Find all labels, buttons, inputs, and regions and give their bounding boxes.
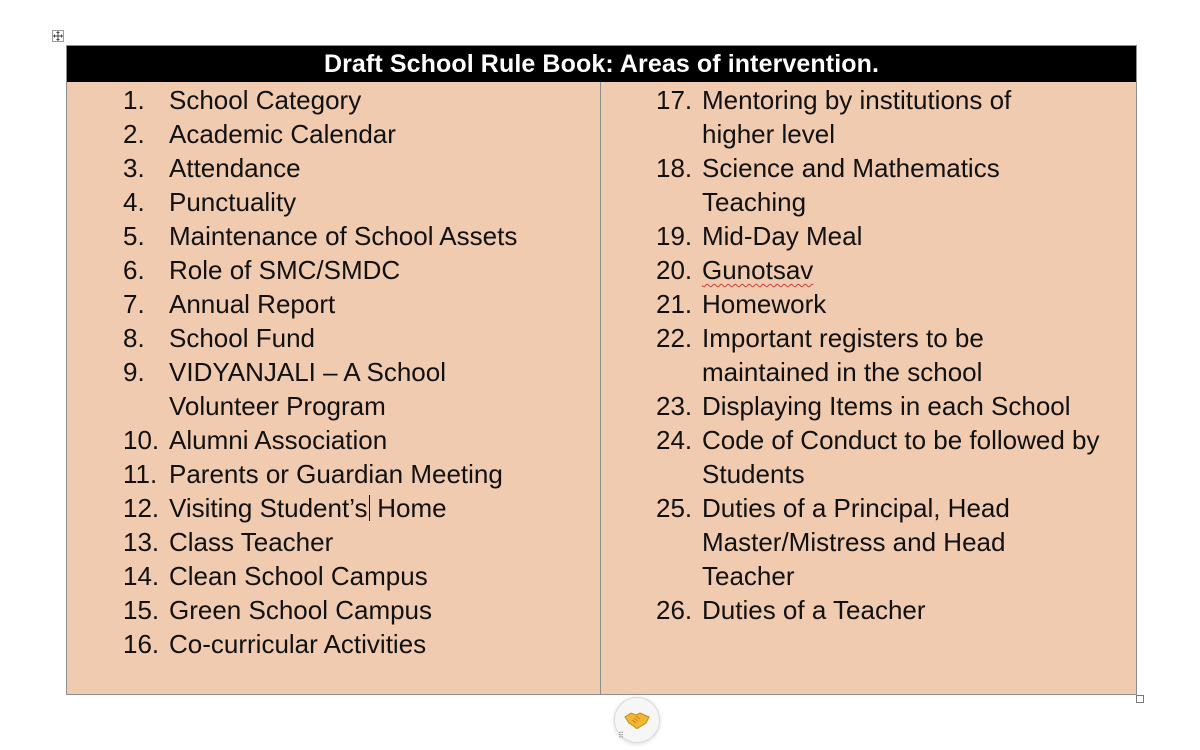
list-item: 10. Alumni Association bbox=[123, 425, 388, 455]
handshake-icon bbox=[624, 710, 650, 730]
list-item: 4. Punctuality bbox=[123, 187, 297, 217]
list-item: 14. Clean School Campus bbox=[123, 561, 428, 591]
list-item: 15. Green School Campus bbox=[123, 595, 433, 625]
list-item: 26. Duties of a Teacher bbox=[656, 595, 926, 625]
list-item: 17. Mentoring by institutions of higher level bbox=[656, 85, 1012, 149]
list-item: 3. Attendance bbox=[123, 153, 301, 183]
list-item: 12. Visiting Student’s Home bbox=[123, 493, 447, 523]
list-item: 13. Class Teacher bbox=[123, 527, 334, 557]
spellcheck-word: Gunotsav bbox=[702, 255, 814, 285]
column-divider bbox=[600, 82, 601, 694]
list-item: 25. Duties of a Principal, Head Master/Mistress and Head Teacher bbox=[656, 493, 1010, 591]
list-item: 5. Maintenance of School Assets bbox=[123, 221, 518, 251]
move-arrows-icon bbox=[53, 31, 63, 41]
list-item: 16. Co-curricular Activities bbox=[123, 629, 427, 659]
list-item: 11. Parents or Guardian Meeting bbox=[123, 459, 503, 489]
table-title: Draft School Rule Book: Areas of intervention. bbox=[67, 46, 1136, 82]
list-item: 21. Homework bbox=[656, 289, 827, 319]
table-resize-handle[interactable] bbox=[1136, 695, 1144, 703]
list-item: 6. Role of SMC/SMDC bbox=[123, 255, 401, 285]
list-item: 20. Gunotsav bbox=[656, 255, 814, 285]
list-item: 23. Displaying Items in each School bbox=[656, 391, 1071, 421]
right-column-list bbox=[656, 83, 1126, 627]
left-column-list bbox=[123, 83, 583, 661]
rule-book-table[interactable] bbox=[66, 45, 1137, 695]
table-move-handle[interactable] bbox=[52, 30, 64, 42]
list-item: 8. School Fund bbox=[123, 323, 315, 353]
list-item: 7. Annual Report bbox=[123, 289, 336, 319]
list-item: 2. Academic Calendar bbox=[123, 119, 396, 149]
list-item: 19. Mid-Day Meal bbox=[656, 221, 863, 251]
list-item: 18. Science and Mathematics Teaching bbox=[656, 153, 1000, 217]
list-item: 22. Important registers to be maintained in the school bbox=[656, 323, 984, 387]
list-item: 9. VIDYANJALI – A School Volunteer Program bbox=[123, 357, 446, 421]
list-item: 24. Code of Conduct to be followed by Students bbox=[656, 425, 1100, 489]
drag-grip-icon: ⠿ bbox=[618, 731, 624, 740]
list-item: 1. School Category bbox=[123, 85, 362, 115]
